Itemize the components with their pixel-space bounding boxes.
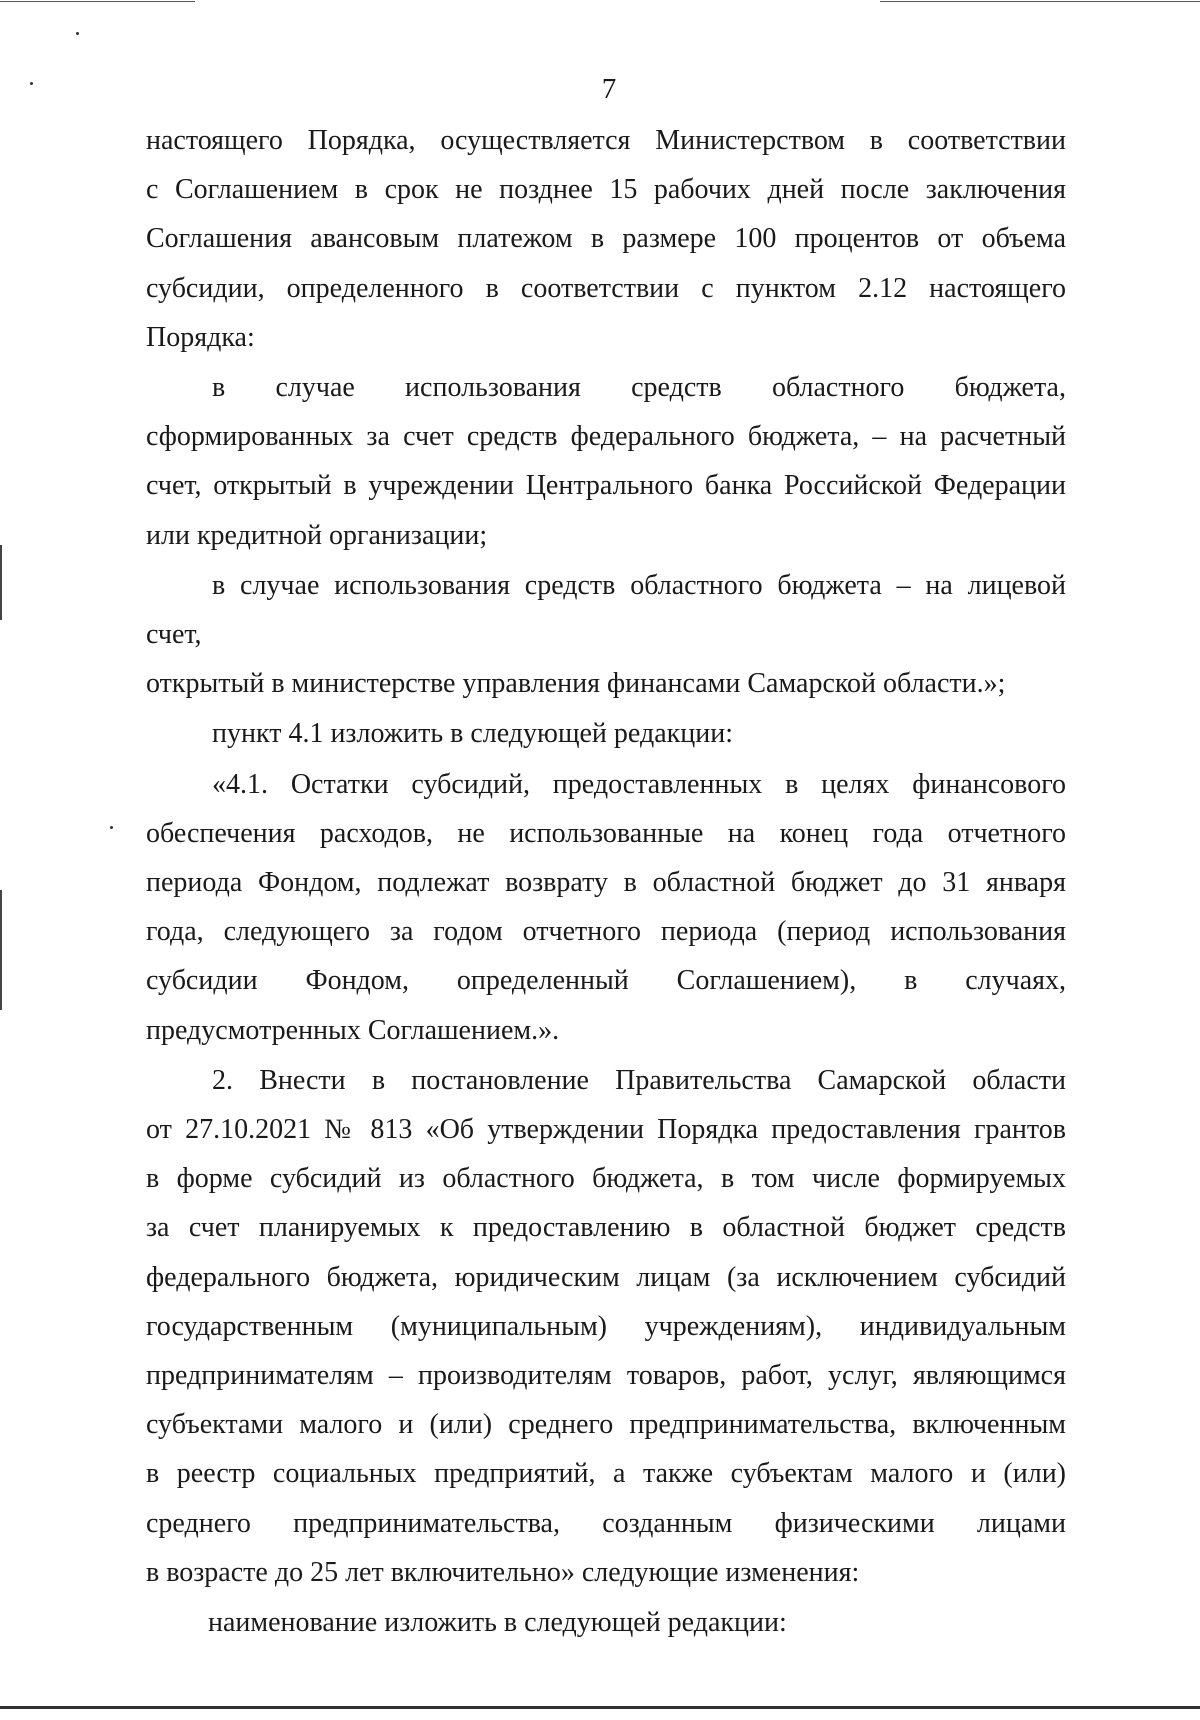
scan-speck (110, 826, 113, 829)
text-line: предусмотренных Соглашением.». (146, 1014, 560, 1046)
scan-edge-top-right (880, 1, 1200, 2)
text-line: федерального бюджета, юридическим лицам (за исключением субсидий (146, 1261, 1066, 1293)
text-line: государственным (муниципальным) учреждениям), индивидуальным (146, 1310, 1066, 1342)
text-line: года, следующего за годом отчетного периода (период использования (146, 916, 1066, 948)
text-line: в реестр социальных предприятий, а также субъектам малого и (или) (146, 1458, 1066, 1490)
text-line: Порядка: (146, 321, 255, 353)
scan-edge-top-left (0, 1, 195, 2)
text-line: в форме субсидий из областного бюджета, в том числе формируемых (146, 1163, 1066, 1195)
scan-margin-mark (0, 890, 2, 1010)
text-line: среднего предпринимательства, созданным физическими лицами (146, 1507, 1066, 1539)
text-line: «4.1. Остатки субсидий, предоставленных в целях финансового (212, 768, 1066, 800)
page-number: 7 (601, 73, 617, 105)
text-line: сформированных за счет средств федерального бюджета, – на расчетный (146, 421, 1066, 453)
text-line: пункт 4.1 изложить в следующей редакции: (212, 718, 733, 750)
text-line: обеспечения расходов, не использованные на конец года отчетного (146, 817, 1066, 849)
document-body (146, 116, 1066, 1647)
scan-margin-mark (0, 545, 2, 620)
text-line: предпринимателям – производителям товаров, работ, услуг, являющимся (146, 1360, 1066, 1392)
text-line: от 27.10.2021 № 813 «Об утверждении Порядка предоставления грантов (146, 1114, 1066, 1146)
text-line: субсидии, определенного в соответствии с пунктом 2.12 настоящего (146, 272, 1066, 304)
text-line: настоящего Порядка, осуществляется Министерством в соответствии (146, 125, 1066, 156)
scan-edge-bottom (0, 1706, 1200, 1709)
text-line: с Соглашением в срок не позднее 15 рабочих дней после заключения (146, 174, 1066, 206)
text-line: в случае использования средств областного бюджета – на лицевой счет, (146, 569, 1066, 651)
text-line: Соглашения авансовым платежом в размере 100 процентов от объема (146, 223, 1066, 255)
text-line: в возрасте до 25 лет включительно» следующие изменения: (146, 1556, 860, 1588)
text-line: 2. Внести в постановление Правительства Самарской области (212, 1064, 1066, 1096)
text-line: открытый в министерстве управления финансами Самарской области.»; (146, 668, 1006, 700)
text-line: счет, открытый в учреждении Центрального банка Российской Федерации (146, 470, 1066, 502)
scan-speck (76, 32, 79, 35)
text-line: в случае использования средств областного бюджета, (212, 372, 1066, 404)
text-line: или кредитной организации; (146, 519, 488, 551)
text-line: субъектами малого и (или) среднего предпринимательства, включенным (146, 1409, 1066, 1441)
text-line: субсидии Фондом, определенный Соглашением), в случаях, (146, 965, 1066, 997)
text-line: периода Фондом, подлежат возврату в областной бюджет до 31 января (146, 867, 1066, 899)
text-line: за счет планируемых к предоставлению в областной бюджет средств (146, 1212, 1066, 1244)
text-line: наименование изложить в следующей редакции: (208, 1607, 787, 1639)
